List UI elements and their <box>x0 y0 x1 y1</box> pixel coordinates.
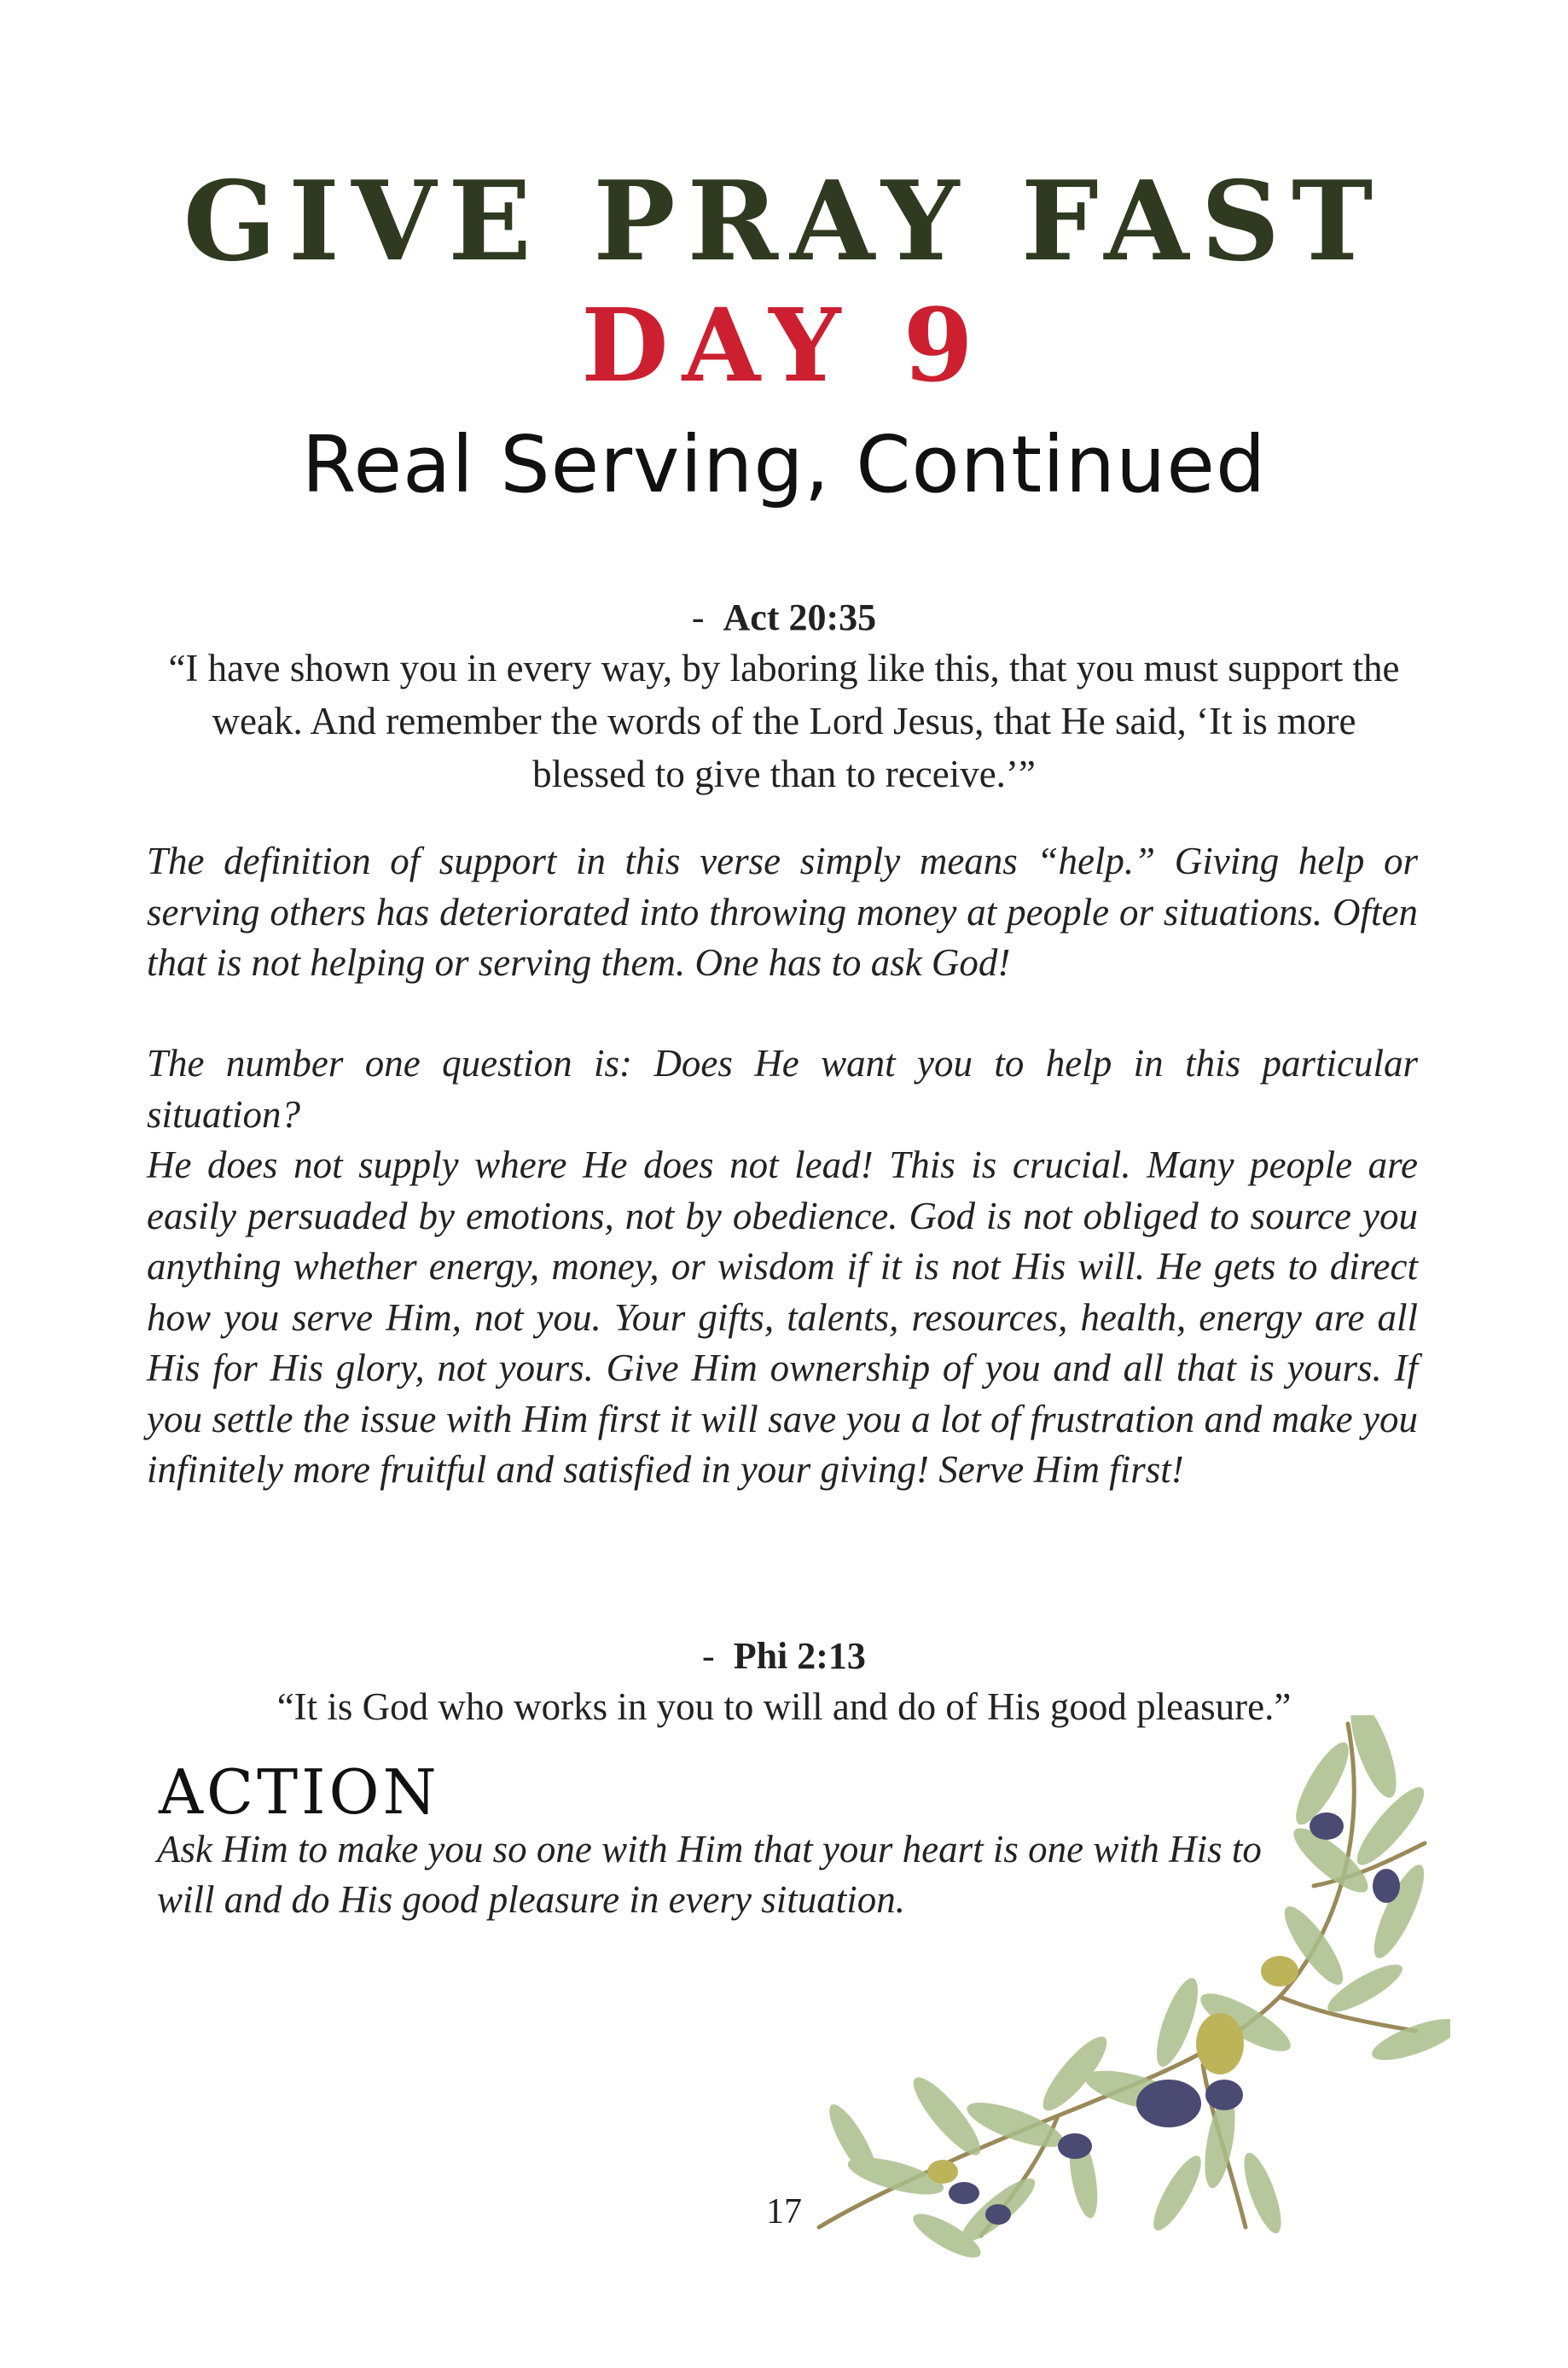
body-paragraph: He does not supply where He does not lead! This is crucial. Many people are easily persuaded by emotions, not by obedience. God is not obliged to source you anything whether energy, money, or wisdom if it is not His will. He gets to direct how you serve Him, not you. Your gifts, talents, resources, health, energy are all His for His glory, not yours. Give Him ownership of you and all that is yours. If you settle the issue with Him first it will save you a lot of frustration and make you infinitely more fruitful and satisfied in your giving! Serve Him first! <box>147 1143 1418 1491</box>
verse-text-1: “I have shown you in every way, by laboring like this, that you must support the weak. And remember the words of the Lord Jesus, that He said, ‘It is more blessed to give than to receive.’” <box>168 647 1400 795</box>
action-text: Ask Him to make you so one with Him that your heart is one with His to will and do His good pleasure in every situation. <box>157 1828 1262 1921</box>
olive-branch-icon <box>802 1715 1450 2261</box>
verse-reference-label: Phi 2:13 <box>733 1635 866 1677</box>
action-heading: ACTION <box>159 1756 440 1828</box>
verse-text-2: “It is God who works in you to will and do of His good pleasure.” <box>276 1685 1292 1728</box>
verse-reference-label: Act 20:35 <box>723 596 877 638</box>
verse-dash: - <box>691 596 705 638</box>
page-title: GIVE PRAY FAST <box>183 158 1385 286</box>
body-paragraph: The number one question is: Does He want you to help in this particular situation? <box>147 1042 1418 1136</box>
day-label: DAY 9 <box>581 286 987 404</box>
verse-dash: - <box>702 1635 715 1677</box>
verse-reference-2 <box>0 1634 1568 1678</box>
page-number: 17 <box>766 2192 802 2231</box>
verse-reference-1 <box>0 596 1568 639</box>
body-paragraph: The definition of support in this verse simply means “help.” Giving help or serving others has deteriorated into throwing money at people or situations. Often that is not helping or serving them. One has to ask God! <box>147 840 1418 984</box>
page-subtitle: Real Serving, Continued <box>301 419 1267 510</box>
